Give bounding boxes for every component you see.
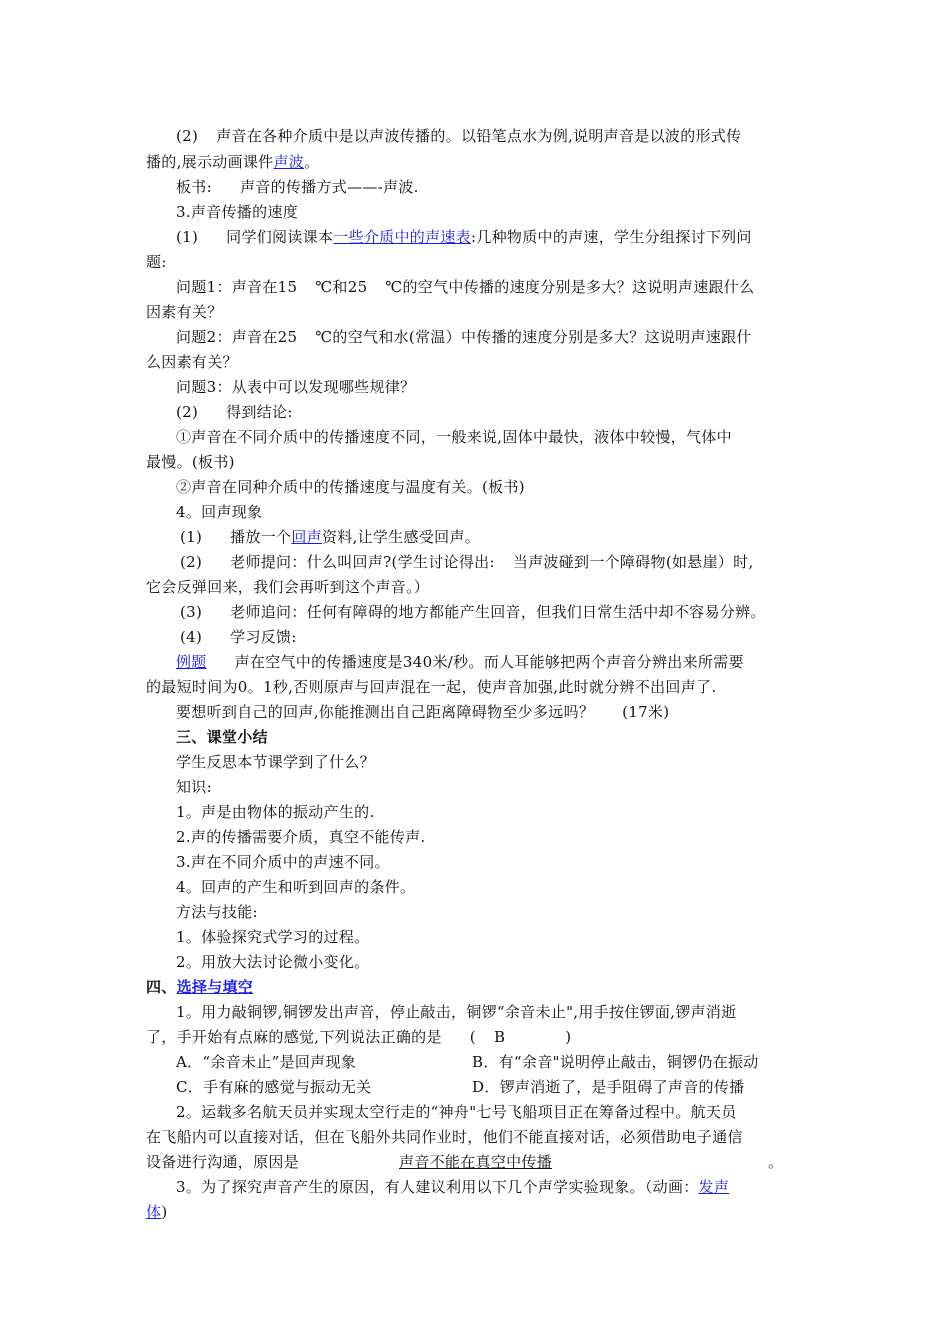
paragraph-line: (1) 播放一个回声资料,让学生感受回声。 <box>180 528 481 546</box>
paragraph-line: 板书: 声音的传播方式——-声波. <box>176 178 419 196</box>
list-item: 3.声在不同介质中的声速不同。 <box>176 853 390 871</box>
paragraph-line: 1。用力敲铜锣,铜锣发出声音，停止敲击，铜锣“余音未止",用手按住锣面,锣声消逝 <box>176 1003 737 1021</box>
section-heading: 三、课堂小结 <box>176 728 268 746</box>
paragraph-line: 在飞船内可以直接对话，但在飞船外共同作业时，他们不能直接对话，必须借助电子通信 <box>146 1128 743 1146</box>
paragraph-line: 的最短时间为0。1秒,否则原声与回声混在一起，使声音加强,此时就分辨不出回声了. <box>146 678 717 696</box>
paragraph-line: 么因素有关？ <box>146 353 238 371</box>
paragraph-line: 要想听到自己的回声,你能推测出自己距离障碍物至少多远吗？ (17米) <box>176 703 670 721</box>
paragraph-line: ①声音在不同介质中的传播速度不同，一般来说,固体中最快，液体中较慢，气体中 <box>176 428 732 446</box>
paragraph-line: 方法与技能: <box>176 903 258 921</box>
paragraph-line: (1) 同学们阅读课本一些介质中的声速表:几种物质中的声速，学生分组探讨下列问 <box>176 228 752 246</box>
paragraph-line: (2) 得到结论: <box>176 403 293 421</box>
fill-in-answer: 声音不能在真空中传播 <box>399 1153 553 1171</box>
paragraph-line: (4) 学习反馈: <box>180 628 297 646</box>
list-item: 2。用放大法讨论微小变化。 <box>176 953 370 971</box>
answer-option-b: B．有“余音"说明停止敲击，铜锣仍在振动 <box>472 1053 759 1071</box>
paragraph-line: (2) 老师提问：什么叫回声?(学生讨论得出: 当声波碰到一个障碍物(如悬崖）时, <box>180 553 754 571</box>
link-sound-speed-table[interactable]: 一些介质中的声速表 <box>333 228 471 246</box>
link-sounding-body-cont[interactable]: 体 <box>146 1203 162 1221</box>
list-item: 4。回声的产生和听到回声的条件。 <box>176 878 416 896</box>
paragraph-line: 设备进行沟通，原因是 声音不能在真空中传播 。 <box>146 1153 784 1171</box>
paragraph-line: 问题2：声音在25 ℃的空气和水(常温）中传播的速度分别是多大？这说明声速跟什 <box>176 328 752 346</box>
link-sound-wave[interactable]: 声波 <box>273 153 305 171</box>
link-example[interactable]: 例题 <box>176 653 207 671</box>
paragraph-line: 3。为了探究声音产生的原因，有人建议利用以下几个声学实验现象。（动画：发声 <box>176 1178 730 1196</box>
list-item: 1。体验探究式学习的过程。 <box>176 928 370 946</box>
section-heading: 四、选择与填空 <box>146 978 254 996</box>
paragraph-line: 知识: <box>176 778 212 796</box>
link-sounding-body[interactable]: 发声 <box>698 1178 730 1196</box>
paragraph-line: 了，手开始有点麻的感觉,下列说法正确的是 ( B ) <box>146 1028 572 1046</box>
answer-option-c: C．手有麻的感觉与振动无关 <box>176 1078 372 1096</box>
link-echo[interactable]: 回声 <box>291 528 322 546</box>
paragraph-line: 体) <box>146 1203 168 1221</box>
list-item: 1。声是由物体的振动产生的. <box>176 803 375 821</box>
paragraph-line: 它会反弹回来，我们会再听到这个声音。） <box>146 578 430 596</box>
paragraph-line: (3) 老师追问：任何有障碍的地方都能产生回音，但我们日常生活中却不容易分辨。 <box>180 603 766 621</box>
paragraph-line: 播的,展示动画课件声波。 <box>146 153 320 171</box>
paragraph-line: 题: <box>146 253 167 271</box>
answer-option-a: A．“余音未止”是回声现象 <box>176 1053 357 1071</box>
paragraph-line: 2。运载多名航天员并实现太空行走的“神舟"七号飞船项目正在筹备过程中。航天员 <box>176 1103 737 1121</box>
paragraph-line: 最慢。(板书) <box>146 453 235 471</box>
section-heading: 4。回声现象 <box>176 503 263 521</box>
paragraph-line: 因素有关？ <box>146 303 223 321</box>
section-heading: 3.声音传播的速度 <box>176 203 299 221</box>
link-choice-and-fill[interactable]: 选择与填空 <box>176 978 254 996</box>
paragraph-line: (2) 声音在各种介质中是以声波传播的。以铅笔点水为例,说明声音是以波的形式传 <box>176 127 742 145</box>
paragraph-line: 问题1：声音在15 ℃和25 ℃的空气中传播的速度分别是多大？这说明声速跟什么 <box>176 278 755 296</box>
paragraph-line: 问题3：从表中可以发现哪些规律？ <box>176 378 416 396</box>
list-item: 2.声的传播需要介质，真空不能传声. <box>176 828 426 846</box>
answer-option-d: D．锣声消逝了，是手阻碍了声音的传播 <box>472 1078 745 1096</box>
paragraph-line: ②声音在同种介质中的传播速度与温度有关。(板书) <box>176 478 525 496</box>
paragraph-line: 例题 声在空气中的传播速度是340米/秒。而人耳能够把两个声音分辨出来所需要 <box>176 653 744 671</box>
paragraph-line: 学生反思本节课学到了什么？ <box>176 753 375 771</box>
